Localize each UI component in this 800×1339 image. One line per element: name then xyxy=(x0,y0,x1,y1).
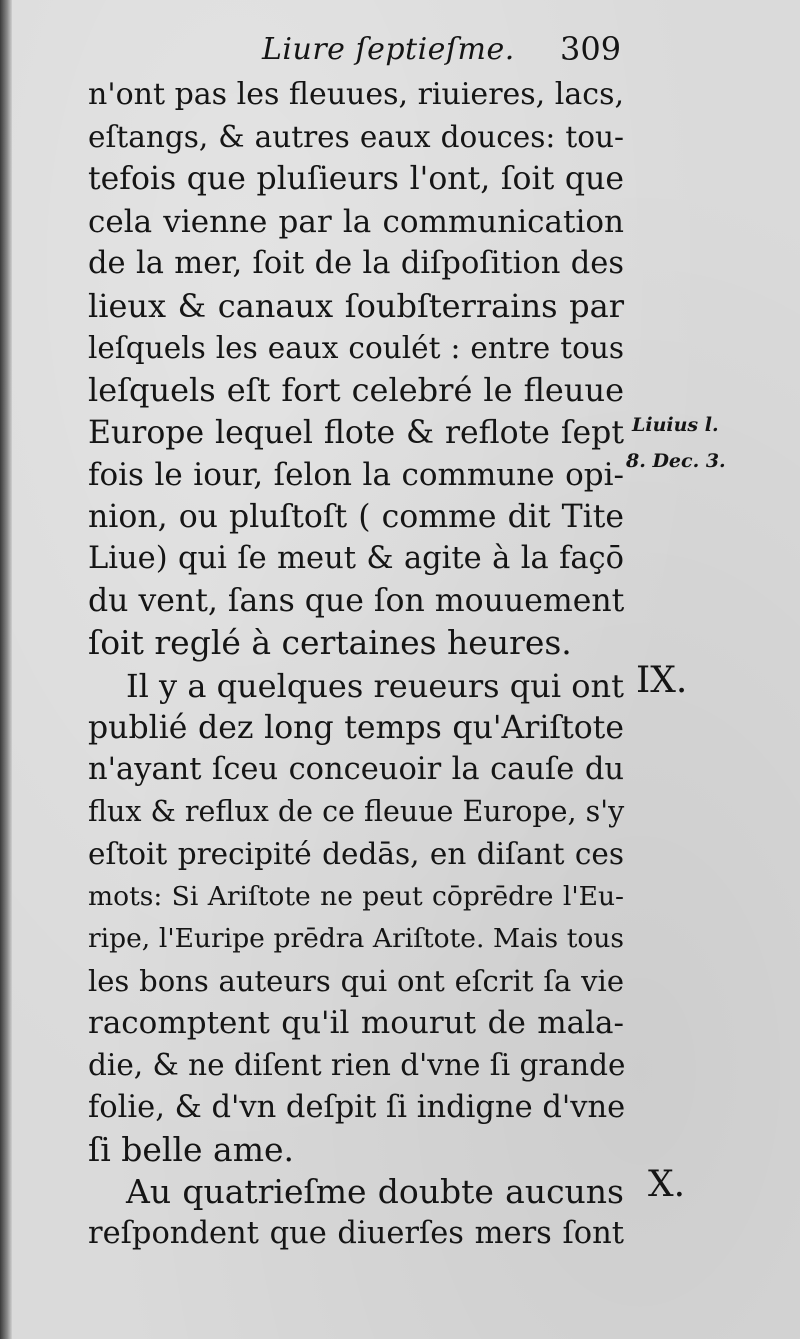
page-number: 309 xyxy=(560,30,622,68)
page-binding-edge xyxy=(0,0,12,1339)
text-line: n'ont pas les fleuues, riuieres, lacs, xyxy=(88,77,624,112)
text-line: Au quatrieſme doubte aucuns xyxy=(126,1171,624,1211)
text-line: lieux & canaux ſoubſterrains par xyxy=(88,286,624,325)
text-line: les bons auteurs qui ont eſcrit ſa vie xyxy=(88,963,624,998)
text-line: Europe lequel flote & reflote ſept xyxy=(88,414,624,451)
section-number-ix: IX. xyxy=(636,660,688,701)
section-number-x: X. xyxy=(648,1164,686,1205)
text-line: fois le iour, ſelon la commune opi- xyxy=(88,456,624,493)
text-line: Liue) qui ſe meut & agite à la façō xyxy=(88,541,624,577)
text-line: folie, & d'vn deſpit ſi indigne d'vne xyxy=(88,1089,626,1125)
text-line: die, & ne diſent rien d'vne ſi grande xyxy=(88,1048,626,1083)
margin-note-citation: Liuius l. xyxy=(632,414,719,436)
text-line: eſtoit precipité dedās, en diſant ces xyxy=(88,837,624,872)
text-line: racomptent qu'il mourut de mala- xyxy=(88,1005,624,1042)
text-line: reſpondent que diuerſes mers ſont xyxy=(88,1216,624,1252)
text-line: tefois que pluſieurs l'ont, ſoit que xyxy=(88,161,624,198)
body-text xyxy=(88,74,624,1255)
text-line: Il y a quelques reueurs qui ont xyxy=(126,666,624,705)
text-line: n'ayant ſceu conceuoir la cauſe du xyxy=(88,752,624,787)
text-line: de la mer, ſoit de la diſpoſition des xyxy=(88,245,624,281)
text-line: ſi belle ame. xyxy=(88,1129,295,1169)
text-line: mots: Si Ariſtote ne peut cōprēdre l'Eu- xyxy=(88,880,624,912)
text-line: publié dez long temps qu'Ariſtote xyxy=(88,709,624,746)
text-line: nion, ou pluſtoſt ( comme dit Tite xyxy=(88,498,624,535)
margin-note-citation: 8. Dec. 3. xyxy=(626,450,726,472)
text-line: eſtangs, & autres eaux douces: tou- xyxy=(88,120,624,155)
text-line: ſoit reglé à certaines heures. xyxy=(88,623,572,663)
text-line: leſquels les eaux coulét : entre tous xyxy=(88,331,624,366)
text-line: leſquels eſt fort celebré le fleuue xyxy=(88,371,624,410)
text-line: flux & reflux de ce fleuue Europe, s'y xyxy=(88,795,625,829)
text-line: du vent, ſans que ſon mouuement xyxy=(88,583,625,620)
text-line: cela vienne par la communication xyxy=(88,203,624,240)
text-line: ripe, l'Euripe prēdra Ariſtote. Mais tous xyxy=(88,922,624,954)
page-header xyxy=(0,30,800,80)
running-title: Liure ſeptieſme. xyxy=(262,32,515,67)
